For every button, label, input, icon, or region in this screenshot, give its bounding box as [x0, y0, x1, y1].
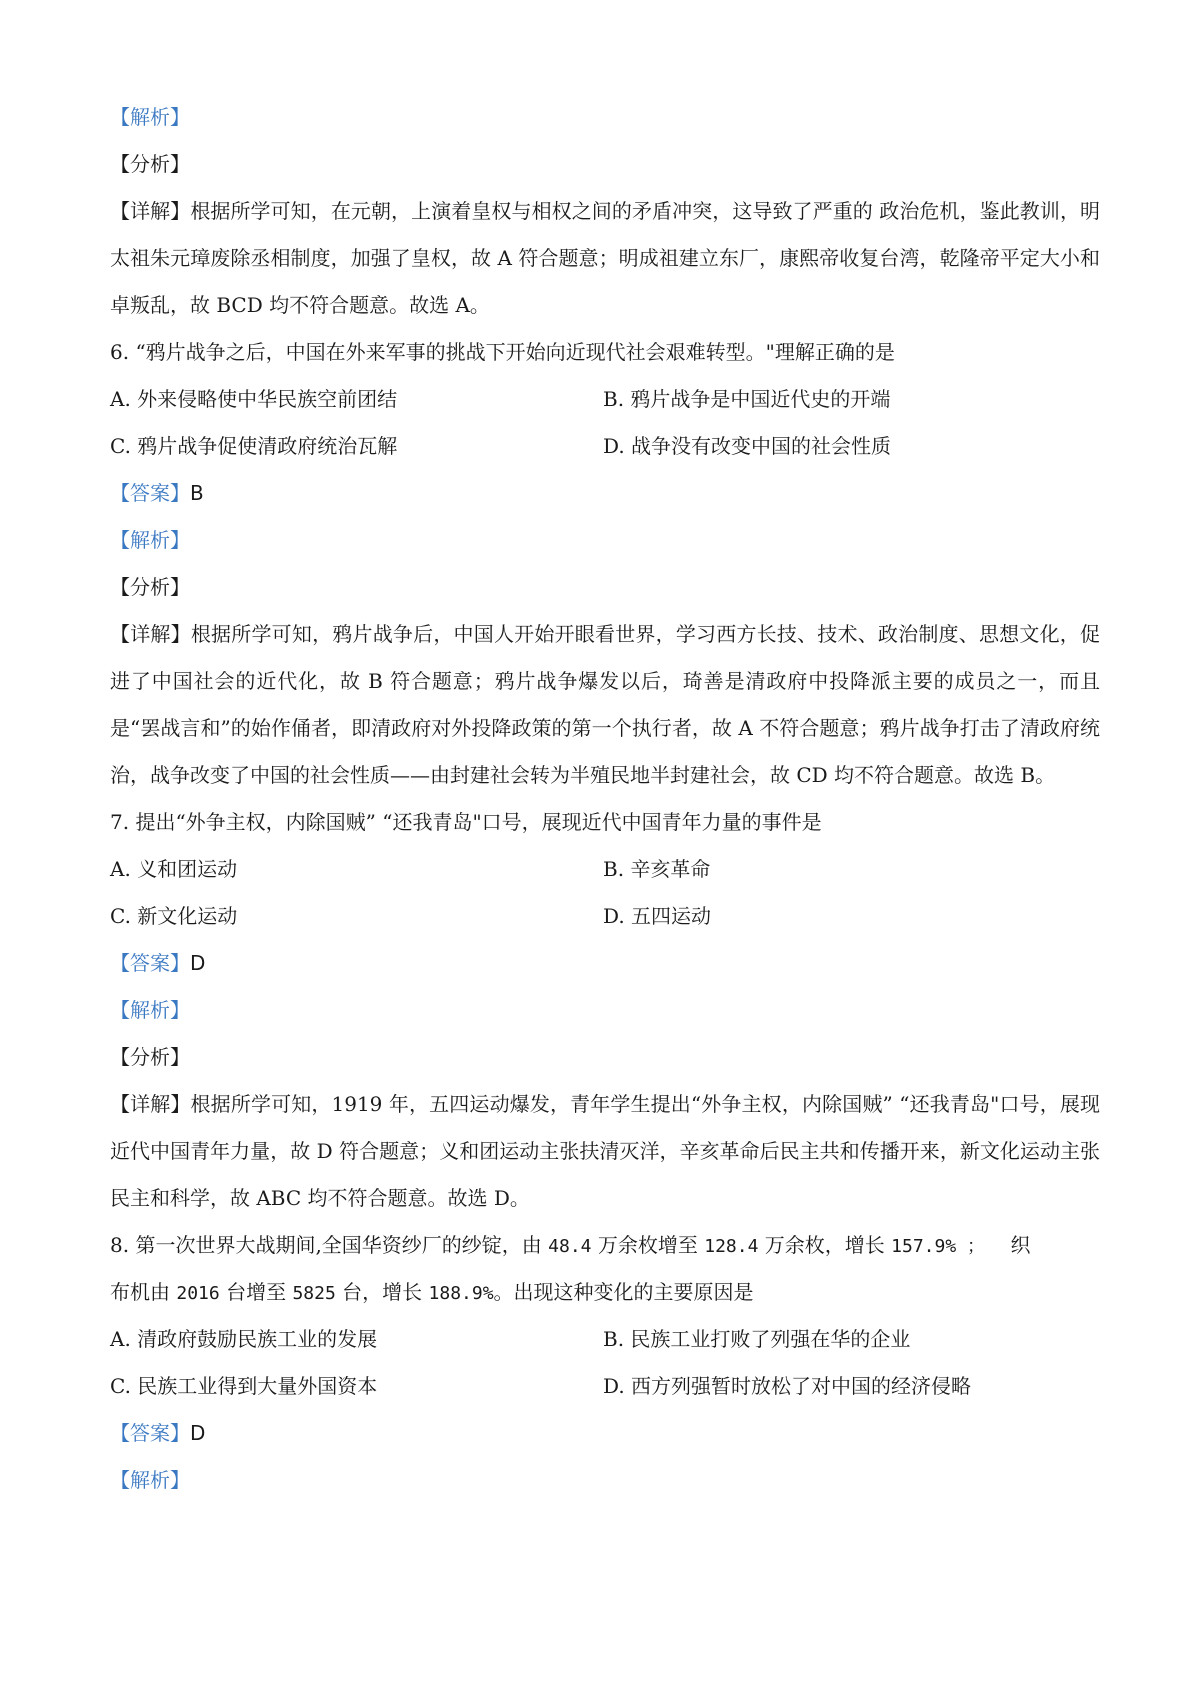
q7-detail-text: 根据所学可知，1919 年，五四运动爆发，青年学生提出“外争主权，内除国贼” “还我青岛"口号，展现近代中国青年力量，故 D 符合题意；义和团运动主张扶清灭洋，辛亥革命后民主共和传播开来，新文化运动主张民主和科学，故 ABC 均不符合题意。故选 D。 [110, 1092, 1100, 1210]
analysis-tag: 【解析】 [110, 1468, 190, 1492]
q8-stem-text: 万余枚，增长 [764, 1233, 885, 1257]
q8-number: 128.4 [704, 1236, 759, 1257]
q8-stem-line-2 [110, 1269, 1100, 1316]
q8-stem-text: 。出现这种变化的主要原因是 [493, 1280, 754, 1304]
q7-option-d: D. 五四运动 [603, 904, 712, 928]
answer-tag: 【答案】 [110, 481, 190, 505]
q7-options-row-1 [110, 846, 1100, 893]
q7-detail [110, 1081, 1100, 1222]
analysis-tag: 【解析】 [110, 528, 190, 552]
q6-detail-text: 根据所学可知，鸦片战争后，中国人开始开眼看世界，学习西方长技、技术、政治制度、思想文化，促进了中国社会的近代化，故 B 符合题意；鸦片战争爆发以后，琦善是清政府中投降派主要的成员之一，而且是“罢战言和”的始作俑者，即清政府对外投降政策的第一个执行者，故 A 不符合题意；鸦片战争打击了清政府统治，战争改变了中国的社会性质——由封建社会转为半殖民地半封建社会，故 CD 均不符合题意。故选 B。 [110, 622, 1101, 787]
q8-stem-text: 万余枚增至 [597, 1233, 698, 1257]
q8-number: 188.9% [428, 1283, 494, 1304]
q8-option-c: C. 民族工业得到大量外国资本 [110, 1374, 378, 1398]
q8-options-row-2 [110, 1363, 1100, 1410]
q7-answer [110, 940, 1100, 987]
q8-stem-line-1 [110, 1222, 1100, 1269]
q6-option-a: A. 外来侵略使中华民族空前团结 [110, 387, 398, 411]
q8-answer [110, 1410, 1100, 1457]
q6-stem: 6. “鸦片战争之后，中国在外来军事的挑战下开始向近现代社会艰难转型。"理解正确的是 [110, 340, 895, 364]
q5-detail [110, 188, 1100, 329]
q8-option-b: B. 民族工业打败了列强在华的企业 [603, 1327, 911, 1351]
q6-option-d: D. 战争没有改变中国的社会性质 [603, 434, 892, 458]
q8-option-a: A. 清政府鼓励民族工业的发展 [110, 1327, 378, 1351]
fenxi-tag: 【分析】 [110, 152, 190, 176]
q8-number: 5825 [292, 1283, 336, 1304]
q6-options-row-2 [110, 423, 1100, 470]
analysis-tag: 【解析】 [110, 105, 190, 129]
q8-stem-text: 台，增长 [342, 1280, 423, 1304]
fenxi-tag: 【分析】 [110, 1045, 190, 1069]
answer-tag: 【答案】 [110, 1421, 190, 1445]
q8-options-row-1 [110, 1316, 1100, 1363]
q7-option-b: B. 辛亥革命 [603, 857, 711, 881]
detail-tag: 【详解】 [110, 622, 191, 646]
q6-options-row-1 [110, 376, 1100, 423]
q7-option-a: A. 义和团运动 [110, 857, 238, 881]
q8-stem-text: 8. 第一次世界大战期间,全国华资纱厂的纱锭，由 [110, 1233, 542, 1257]
q5-detail-text: 根据所学可知，在元朝，上演着皇权与相权之间的矛盾冲突，这导致了严重的 政治危机，鉴此教训，明太祖朱元璋废除丞相制度，加强了皇权，故 A 符合题意；明成祖建立东厂，康熙帝收复台湾，乾隆帝平定大小和卓叛乱，故 BCD 均不符合题意。故选 A。 [110, 199, 1101, 317]
q6-option-c: C. 鸦片战争促使清政府统治瓦解 [110, 434, 398, 458]
answer-tag: 【答案】 [110, 951, 190, 975]
q7-stem: 7. 提出“外争主权，内除国贼” “还我青岛"口号，展现近代中国青年力量的事件是 [110, 810, 822, 834]
q8-number: 48.4 [548, 1236, 592, 1257]
document-page [110, 94, 1100, 1504]
q8-stem-text: 织 [1010, 1233, 1031, 1257]
q6-detail [110, 611, 1100, 799]
q6-answer-value: B [190, 481, 204, 505]
detail-tag: 【详解】 [110, 199, 191, 223]
q8-stem-text: 台增至 [226, 1280, 287, 1304]
q8-number: 2016 [176, 1283, 220, 1304]
q8-option-d: D. 西方列强暂时放松了对中国的经济侵略 [603, 1374, 972, 1398]
fenxi-tag: 【分析】 [110, 575, 190, 599]
q6-answer [110, 470, 1100, 517]
detail-tag: 【详解】 [110, 1092, 191, 1116]
q8-stem-text: 布机由 [110, 1280, 170, 1304]
q8-number: 157.9% ； [891, 1236, 985, 1257]
analysis-tag: 【解析】 [110, 998, 190, 1022]
q7-option-c: C. 新文化运动 [110, 904, 238, 928]
q7-answer-value: D [190, 951, 206, 975]
q8-answer-value: D [190, 1421, 206, 1445]
q6-option-b: B. 鸦片战争是中国近代史的开端 [603, 387, 891, 411]
q7-options-row-2 [110, 893, 1100, 940]
